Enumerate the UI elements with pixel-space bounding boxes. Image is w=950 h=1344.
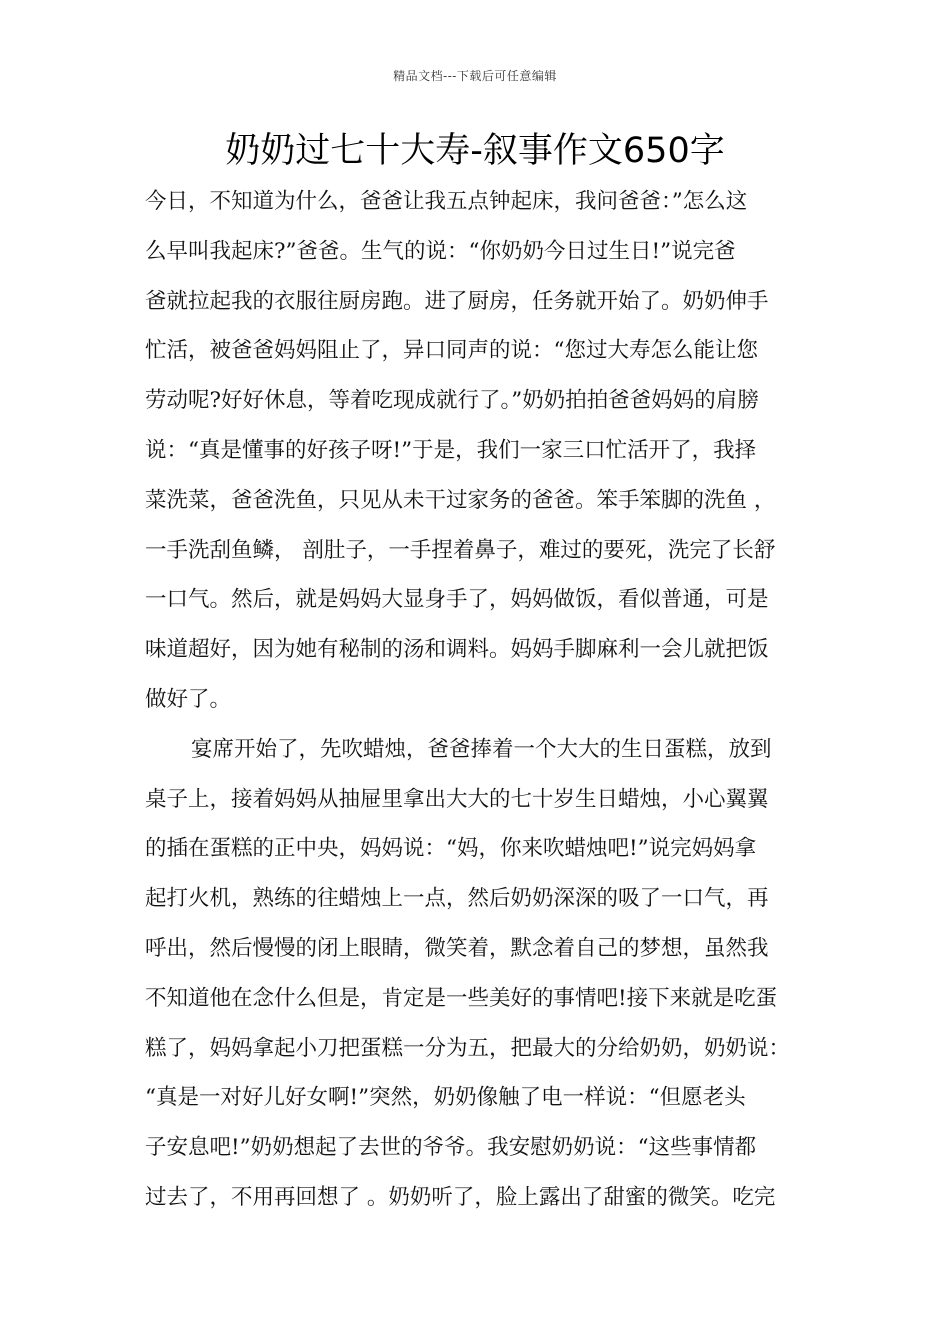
paragraph-2 [145,725,825,1223]
essay-body [145,177,825,1223]
text-line: 过去了，不用再回想了 。奶奶听了，脸上露出了甜蜜的微笑。吃完 [145,1184,776,1210]
text-line: 起打火机，熟练的往蜡烛上一点，然后奶奶深深的吸了一口气，再 [145,886,769,912]
text-line: 做好了。 [145,686,232,712]
text-line: 的插在蛋糕的正中央，妈妈说：“妈，你来吹蜡烛吧!”说完妈妈拿 [145,836,757,862]
text-line: 说：“真是懂事的好孩子呀!”于是，我们一家三口忙活开了，我择 [145,437,757,463]
text-line: 味道超好，因为她有秘制的汤和调料。妈妈手脚麻利一会儿就把饭 [145,637,769,663]
text-line: 糕了，妈妈拿起小刀把蛋糕一分为五，把最大的分给奶奶，奶奶说： [145,1035,791,1061]
text-line: 菜洗菜，爸爸洗鱼，只见从未干过家务的爸爸。笨手笨脚的洗鱼 ， [145,487,776,513]
text-line: 桌子上，接着妈妈从抽屉里拿出大大的七十岁生日蜡烛，小心翼翼 [145,786,769,812]
paragraph-1 [145,177,825,725]
text-line: 忙活，被爸爸妈妈阻止了，异口同声的说：“您过大寿怎么能让您 [145,338,758,364]
page-title: 奶奶过七十大寿-叙事作文650字 [225,131,725,171]
text-line: 宴席开始了，先吹蜡烛，爸爸捧着一个大大的生日蛋糕，放到 [191,736,772,762]
text-line: 一手洗刮鱼鳞， 剖肚子，一手捏着鼻子，难过的要死，洗完了长舒 [145,537,776,563]
text-line: 爸就拉起我的衣服往厨房跑。进了厨房，任务就开始了。奶奶伸手 [145,288,769,314]
text-line: 今日，不知道为什么，爸爸让我五点钟起床，我问爸爸：”怎么这 [145,189,748,214]
text-line: 一口气。然后，就是妈妈大显身手了，妈妈做饭，看似普通，可是 [145,587,769,613]
text-line: 子安息吧!”奶奶想起了去世的爷爷。我安慰奶奶说：“这些事情都 [145,1135,757,1161]
text-line: 呼出，然后慢慢的闭上眼睛，微笑着，默念着自己的梦想，虽然我 [145,935,769,961]
text-line: 劳动呢?好好休息，等着吃现成就行了。”奶奶拍拍爸爸妈妈的肩膀 [145,388,759,414]
text-line: 不知道他在念什么但是，肯定是一些美好的事情吧!接下来就是吃蛋 [145,985,778,1011]
header-note: 精品文档---下载后可任意编辑 [393,69,557,83]
text-line: “真是一对好儿好女啊!”突然，奶奶像触了电一样说：“但愿老头 [145,1085,746,1111]
text-line: 么早叫我起床?”爸爸。生气的说：“你奶奶今日过生日!”说完爸 [145,238,736,264]
